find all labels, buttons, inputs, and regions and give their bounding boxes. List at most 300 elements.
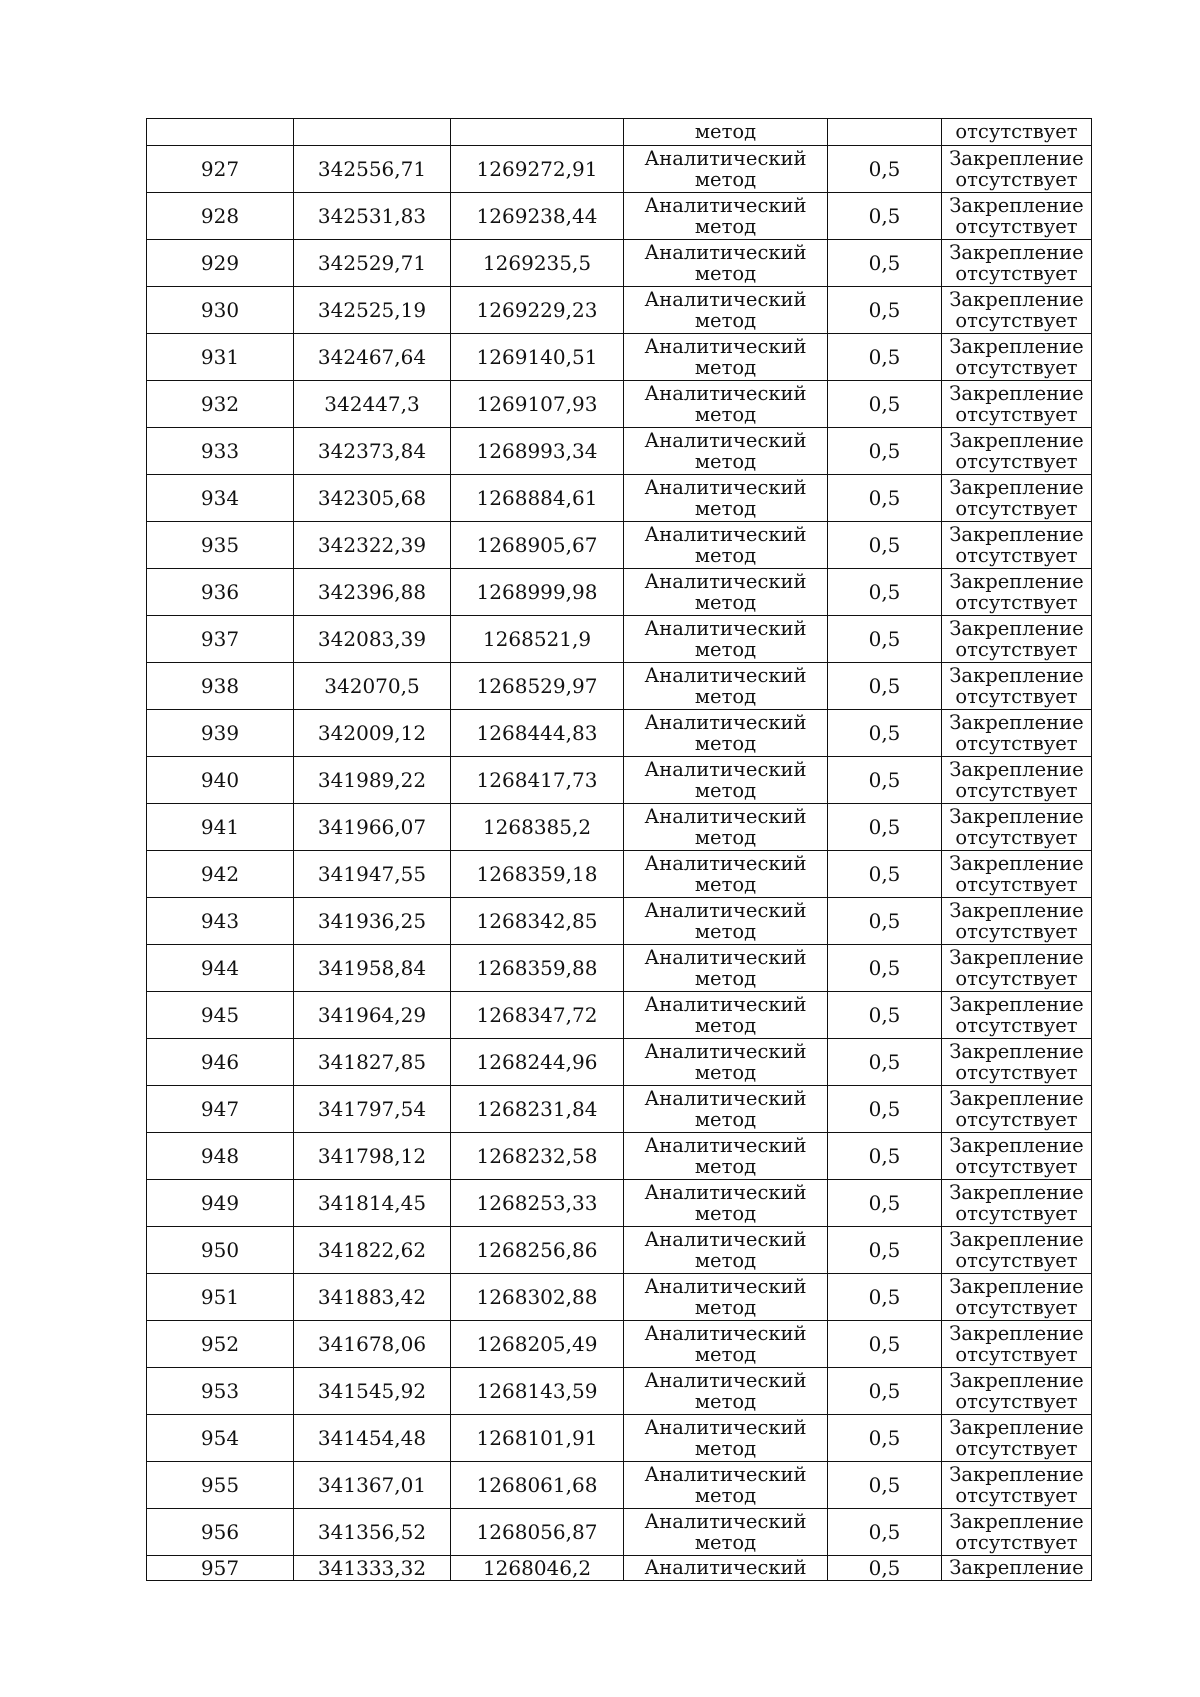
fix-cell-line-1: Закрепление	[949, 1322, 1084, 1345]
table-row	[147, 710, 1092, 757]
coordinate-y: 1268359,88	[451, 945, 624, 992]
method-cell-line-2: метод	[694, 1296, 757, 1319]
table-row	[147, 898, 1092, 945]
coordinate-x: 342009,12	[294, 710, 451, 757]
fix-cell-line-1: Закрепление	[949, 993, 1084, 1016]
fix-cell-line-1: Закрепление	[949, 1369, 1084, 1392]
fix-cell-line-2: отсутствует	[955, 779, 1078, 802]
points-table-body	[147, 119, 1092, 1581]
table-row	[147, 1368, 1092, 1415]
method-cell-line-1: Аналитический	[644, 946, 807, 969]
coordinate-x: 341883,42	[294, 1274, 451, 1321]
coordinate-y: 1268061,68	[451, 1462, 624, 1509]
fix-cell	[942, 119, 1092, 146]
fix-cell-line-2: отсутствует	[955, 967, 1078, 990]
accuracy-value: 0,5	[828, 428, 942, 475]
points-table	[146, 118, 1092, 1581]
accuracy-value: 0,5	[828, 1368, 942, 1415]
fix-cell	[942, 1556, 1092, 1581]
accuracy-value: 0,5	[828, 710, 942, 757]
method-cell-line-1: Аналитический	[644, 1557, 807, 1579]
point-number: 952	[147, 1321, 294, 1368]
method-cell-line-2: метод	[694, 1108, 757, 1131]
point-number: 939	[147, 710, 294, 757]
table-row	[147, 475, 1092, 522]
method-cell-line-2: метод	[694, 403, 757, 426]
coordinate-x: 341356,52	[294, 1509, 451, 1556]
accuracy-value: 0,5	[828, 569, 942, 616]
method-text: метод	[694, 120, 757, 143]
point-number: 944	[147, 945, 294, 992]
y-cell	[451, 119, 624, 146]
table-row	[147, 428, 1092, 475]
method-cell-line-1: Аналитический	[644, 805, 807, 828]
accuracy-value: 0,5	[828, 522, 942, 569]
coordinate-x: 342447,3	[294, 381, 451, 428]
method-cell	[624, 1039, 828, 1086]
fix-cell	[942, 804, 1092, 851]
fix-cell	[942, 1180, 1092, 1227]
method-cell-line-2: метод	[694, 826, 757, 849]
point-number: 934	[147, 475, 294, 522]
method-cell-line-2: метод	[694, 638, 757, 661]
method-cell-line-1: Аналитический	[644, 1275, 807, 1298]
fix-cell-line-1: Закрепление	[949, 382, 1084, 405]
coordinate-y: 1268905,67	[451, 522, 624, 569]
method-cell	[624, 334, 828, 381]
coordinate-x: 342556,71	[294, 146, 451, 193]
fix-cell-line-1: Закрепление	[949, 570, 1084, 593]
coordinate-y: 1269107,93	[451, 381, 624, 428]
table-row	[147, 1133, 1092, 1180]
table-row	[147, 1086, 1092, 1133]
coordinate-x: 342529,71	[294, 240, 451, 287]
coordinate-x: 342396,88	[294, 569, 451, 616]
coordinate-x: 341678,06	[294, 1321, 451, 1368]
coordinate-y: 1268256,86	[451, 1227, 624, 1274]
table-row	[147, 334, 1092, 381]
fix-cell-line-1: Закрепление	[949, 523, 1084, 546]
method-cell-line-2: метод	[694, 1531, 757, 1554]
coordinate-y: 1268231,84	[451, 1086, 624, 1133]
fix-cell-line-2: отсутствует	[955, 450, 1078, 473]
fix-cell-line-2: отсутствует	[955, 1296, 1078, 1319]
method-cell-line-2: метод	[694, 215, 757, 238]
fix-cell	[942, 992, 1092, 1039]
fix-cell-line-2: отсутствует	[955, 826, 1078, 849]
fix-cell-line-2: отсутствует	[955, 1155, 1078, 1178]
table-row	[147, 146, 1092, 193]
coordinate-x: 341964,29	[294, 992, 451, 1039]
coordinate-x: 342525,19	[294, 287, 451, 334]
coordinate-y: 1268884,61	[451, 475, 624, 522]
coordinate-y: 1268444,83	[451, 710, 624, 757]
fix-cell-line-1: Закрепление	[949, 758, 1084, 781]
table-row	[147, 522, 1092, 569]
fix-cell-line-2: отсутствует	[955, 873, 1078, 896]
accuracy-value: 0,5	[828, 804, 942, 851]
fix-cell-line-1: Закрепление	[949, 852, 1084, 875]
coordinate-y: 1269235,5	[451, 240, 624, 287]
method-cell	[624, 428, 828, 475]
method-cell	[624, 1368, 828, 1415]
accuracy-value: 0,5	[828, 1086, 942, 1133]
method-cell-line-1: Аналитический	[644, 241, 807, 264]
method-cell-line-1: Аналитический	[644, 758, 807, 781]
coordinate-x: 342373,84	[294, 428, 451, 475]
point-number: 941	[147, 804, 294, 851]
method-cell-line-2: метод	[694, 1343, 757, 1366]
fix-cell	[942, 146, 1092, 193]
fix-cell	[942, 851, 1092, 898]
fix-cell	[942, 240, 1092, 287]
table-row	[147, 287, 1092, 334]
accuracy-value: 0,5	[828, 945, 942, 992]
method-cell	[624, 1509, 828, 1556]
coordinate-x: 341545,92	[294, 1368, 451, 1415]
table-row	[147, 663, 1092, 710]
fix-cell-line-1: Закрепление	[949, 1040, 1084, 1063]
table-row	[147, 1509, 1092, 1556]
accuracy-cell	[828, 119, 942, 146]
method-cell-line-1: Аналитический	[644, 429, 807, 452]
method-cell	[624, 1415, 828, 1462]
fix-cell	[942, 1415, 1092, 1462]
accuracy-value: 0,5	[828, 287, 942, 334]
accuracy-value: 0,5	[828, 1321, 942, 1368]
num-cell	[147, 119, 294, 146]
fix-cell-line-1: Закрепление	[949, 241, 1084, 264]
method-cell	[624, 945, 828, 992]
method-cell-line-1: Аналитический	[644, 476, 807, 499]
fix-cell-line-2: отсутствует	[955, 262, 1078, 285]
point-number: 949	[147, 1180, 294, 1227]
accuracy-value: 0,5	[828, 381, 942, 428]
method-cell-line-2: метод	[694, 262, 757, 285]
method-cell-line-1: Аналитический	[644, 382, 807, 405]
fix-cell	[942, 287, 1092, 334]
method-cell-line-1: Аналитический	[644, 1228, 807, 1251]
method-cell	[624, 992, 828, 1039]
accuracy-value: 0,5	[828, 146, 942, 193]
fix-cell-line-1: Закрепление	[949, 946, 1084, 969]
table-row	[147, 569, 1092, 616]
method-cell-line-1: Аналитический	[644, 1322, 807, 1345]
fix-cell-line-1: Закрепление	[949, 1134, 1084, 1157]
fix-cell-line-2: отсутствует	[955, 497, 1078, 520]
table-row	[147, 616, 1092, 663]
method-cell-line-2: метод	[694, 732, 757, 755]
method-cell	[624, 475, 828, 522]
method-cell	[624, 1556, 828, 1581]
coordinate-x: 341822,62	[294, 1227, 451, 1274]
method-cell-line-1: Аналитический	[644, 1087, 807, 1110]
table-row	[147, 1180, 1092, 1227]
coordinate-x: 341966,07	[294, 804, 451, 851]
coordinate-y: 1268244,96	[451, 1039, 624, 1086]
method-cell	[624, 522, 828, 569]
coordinate-x: 341827,85	[294, 1039, 451, 1086]
accuracy-value: 0,5	[828, 240, 942, 287]
fix-cell	[942, 1086, 1092, 1133]
method-cell-line-2: метод	[694, 168, 757, 191]
point-number: 930	[147, 287, 294, 334]
method-cell	[624, 1274, 828, 1321]
coordinate-y: 1268101,91	[451, 1415, 624, 1462]
fix-cell-line-1: Закрепление	[949, 1510, 1084, 1533]
point-number: 931	[147, 334, 294, 381]
method-cell-line-1: Аналитический	[644, 1369, 807, 1392]
accuracy-value: 0,5	[828, 1415, 942, 1462]
method-cell	[624, 804, 828, 851]
accuracy-value: 0,5	[828, 616, 942, 663]
method-cell-line-2: метод	[694, 967, 757, 990]
fix-cell	[942, 616, 1092, 663]
table-row	[147, 1556, 1092, 1581]
accuracy-value: 0,5	[828, 475, 942, 522]
method-cell-line-2: метод	[694, 873, 757, 896]
coordinate-y: 1268521,9	[451, 616, 624, 663]
fix-cell-line-2: отсутствует	[955, 920, 1078, 943]
coordinate-y: 1269140,51	[451, 334, 624, 381]
table-row	[147, 992, 1092, 1039]
fix-cell-line-1: Закрепление	[949, 476, 1084, 499]
method-cell-line-2: метод	[694, 779, 757, 802]
fix-cell-line-1: Закрепление	[949, 617, 1084, 640]
coordinate-x: 341989,22	[294, 757, 451, 804]
x-cell	[294, 119, 451, 146]
accuracy-value: 0,5	[828, 992, 942, 1039]
method-cell-line-1: Аналитический	[644, 664, 807, 687]
accuracy-value: 0,5	[828, 1227, 942, 1274]
fix-cell	[942, 1368, 1092, 1415]
accuracy-value: 0,5	[828, 1274, 942, 1321]
fix-cell-line-2: отсутствует	[955, 356, 1078, 379]
table-row	[147, 1415, 1092, 1462]
point-number: 933	[147, 428, 294, 475]
fix-cell	[942, 1039, 1092, 1086]
method-cell-line-1: Аналитический	[644, 1510, 807, 1533]
method-cell-line-2: метод	[694, 1484, 757, 1507]
coordinate-y: 1268529,97	[451, 663, 624, 710]
coordinate-y: 1268993,34	[451, 428, 624, 475]
point-number: 955	[147, 1462, 294, 1509]
fix-cell	[942, 1462, 1092, 1509]
point-number: 950	[147, 1227, 294, 1274]
fix-cell	[942, 334, 1092, 381]
accuracy-value: 0,5	[828, 1133, 942, 1180]
method-cell	[624, 616, 828, 663]
fix-cell-line-2: отсутствует	[955, 732, 1078, 755]
point-number: 957	[147, 1556, 294, 1581]
fix-cell	[942, 193, 1092, 240]
coordinate-x: 342322,39	[294, 522, 451, 569]
method-cell	[624, 287, 828, 334]
fix-cell-line-2: отсутствует	[955, 591, 1078, 614]
fix-cell	[942, 1321, 1092, 1368]
coordinate-x: 341814,45	[294, 1180, 451, 1227]
point-number: 936	[147, 569, 294, 616]
fix-cell	[942, 428, 1092, 475]
fix-cell-line-1: Закрепление	[949, 429, 1084, 452]
method-cell-line-1: Аналитический	[644, 1463, 807, 1486]
method-cell-line-1: Аналитический	[644, 993, 807, 1016]
point-number: 948	[147, 1133, 294, 1180]
accuracy-value: 0,5	[828, 663, 942, 710]
point-number: 932	[147, 381, 294, 428]
fix-text: отсутствует	[955, 120, 1078, 143]
accuracy-value: 0,5	[828, 757, 942, 804]
coordinate-x: 341333,32	[294, 1556, 451, 1581]
method-cell-line-1: Аналитический	[644, 570, 807, 593]
method-cell-line-1: Аналитический	[644, 288, 807, 311]
point-number: 951	[147, 1274, 294, 1321]
method-cell	[624, 1462, 828, 1509]
coordinate-y: 1268347,72	[451, 992, 624, 1039]
method-cell	[624, 898, 828, 945]
fix-cell	[942, 1274, 1092, 1321]
fix-cell	[942, 1509, 1092, 1556]
coordinate-y: 1269229,23	[451, 287, 624, 334]
coordinate-y: 1268385,2	[451, 804, 624, 851]
point-number: 935	[147, 522, 294, 569]
fix-cell-line-2: отсутствует	[955, 1531, 1078, 1554]
table-row	[147, 757, 1092, 804]
fix-cell-line-2: отсутствует	[955, 1390, 1078, 1413]
method-cell-line-2: метод	[694, 920, 757, 943]
fix-cell-line-2: отсутствует	[955, 1249, 1078, 1272]
fix-cell	[942, 475, 1092, 522]
fix-cell-line-1: Закрепление	[949, 1087, 1084, 1110]
fix-cell-line-1: Закрепление	[949, 1557, 1084, 1579]
coordinate-y: 1269238,44	[451, 193, 624, 240]
point-number: 945	[147, 992, 294, 1039]
accuracy-value: 0,5	[828, 334, 942, 381]
method-cell-line-1: Аналитический	[644, 711, 807, 734]
method-cell-line-2: метод	[694, 1155, 757, 1178]
fix-cell-line-2: отсутствует	[955, 403, 1078, 426]
fix-cell-line-1: Закрепление	[949, 1275, 1084, 1298]
point-number: 956	[147, 1509, 294, 1556]
coordinate-y: 1268359,18	[451, 851, 624, 898]
coordinate-x: 342070,5	[294, 663, 451, 710]
accuracy-value: 0,5	[828, 1039, 942, 1086]
fix-cell-line-2: отсутствует	[955, 1343, 1078, 1366]
method-cell-line-1: Аналитический	[644, 1416, 807, 1439]
fix-cell	[942, 663, 1092, 710]
fix-cell-line-1: Закрепление	[949, 288, 1084, 311]
table-row-continuation	[147, 119, 1092, 146]
fix-cell	[942, 945, 1092, 992]
fix-cell-line-1: Закрепление	[949, 194, 1084, 217]
fix-cell-line-1: Закрепление	[949, 335, 1084, 358]
method-cell	[624, 193, 828, 240]
accuracy-value: 0,5	[828, 851, 942, 898]
method-cell-line-2: метод	[694, 497, 757, 520]
method-cell-line-2: метод	[694, 1061, 757, 1084]
method-cell	[624, 663, 828, 710]
table-row	[147, 1462, 1092, 1509]
method-cell	[624, 1086, 828, 1133]
table-row	[147, 1321, 1092, 1368]
table-row	[147, 1274, 1092, 1321]
fix-cell	[942, 522, 1092, 569]
coordinate-x: 341367,01	[294, 1462, 451, 1509]
table-row	[147, 1227, 1092, 1274]
coordinate-y: 1268056,87	[451, 1509, 624, 1556]
accuracy-value: 0,5	[828, 1556, 942, 1581]
method-cell-line-2: метод	[694, 1014, 757, 1037]
method-cell-line-1: Аналитический	[644, 617, 807, 640]
point-number: 942	[147, 851, 294, 898]
fix-cell-line-1: Закрепление	[949, 1463, 1084, 1486]
table-row	[147, 240, 1092, 287]
coordinate-y: 1269272,91	[451, 146, 624, 193]
coordinate-x: 341958,84	[294, 945, 451, 992]
coordinate-x: 341454,48	[294, 1415, 451, 1462]
method-cell-line-1: Аналитический	[644, 1040, 807, 1063]
fix-cell-line-2: отсутствует	[955, 1108, 1078, 1131]
table-row	[147, 381, 1092, 428]
coordinate-x: 341947,55	[294, 851, 451, 898]
method-cell-line-1: Аналитический	[644, 147, 807, 170]
method-cell-line-1: Аналитический	[644, 335, 807, 358]
coordinate-x: 341936,25	[294, 898, 451, 945]
fix-cell-line-2: отсутствует	[955, 544, 1078, 567]
fix-cell-line-2: отсутствует	[955, 1437, 1078, 1460]
method-cell-line-2: метод	[694, 591, 757, 614]
table-row	[147, 945, 1092, 992]
point-number: 943	[147, 898, 294, 945]
fix-cell-line-2: отсутствует	[955, 1202, 1078, 1225]
table-row	[147, 193, 1092, 240]
method-cell	[624, 851, 828, 898]
fix-cell-line-1: Закрепление	[949, 664, 1084, 687]
point-number: 954	[147, 1415, 294, 1462]
method-cell	[624, 1321, 828, 1368]
accuracy-value: 0,5	[828, 193, 942, 240]
fix-cell-line-1: Закрепление	[949, 711, 1084, 734]
method-cell-line-2: метод	[694, 309, 757, 332]
point-number: 927	[147, 146, 294, 193]
accuracy-value: 0,5	[828, 898, 942, 945]
fix-cell-line-2: отсутствует	[955, 1061, 1078, 1084]
coordinate-x: 342305,68	[294, 475, 451, 522]
method-cell	[624, 569, 828, 616]
fix-cell-line-2: отсутствует	[955, 685, 1078, 708]
method-cell-line-2: метод	[694, 685, 757, 708]
fix-cell-line-1: Закрепление	[949, 1416, 1084, 1439]
method-cell-line-2: метод	[694, 1202, 757, 1225]
method-cell	[624, 757, 828, 804]
fix-cell	[942, 1133, 1092, 1180]
point-number: 928	[147, 193, 294, 240]
coordinate-x: 342467,64	[294, 334, 451, 381]
coordinate-x: 341797,54	[294, 1086, 451, 1133]
point-number: 940	[147, 757, 294, 804]
method-cell	[624, 240, 828, 287]
method-cell	[624, 1180, 828, 1227]
fix-cell-line-2: отсутствует	[955, 638, 1078, 661]
coordinate-x: 342531,83	[294, 193, 451, 240]
method-cell	[624, 119, 828, 146]
fix-cell-line-1: Закрепление	[949, 1228, 1084, 1251]
method-cell	[624, 710, 828, 757]
fix-cell	[942, 569, 1092, 616]
point-number: 953	[147, 1368, 294, 1415]
fix-cell-line-1: Закрепление	[949, 899, 1084, 922]
coordinate-y: 1268232,58	[451, 1133, 624, 1180]
